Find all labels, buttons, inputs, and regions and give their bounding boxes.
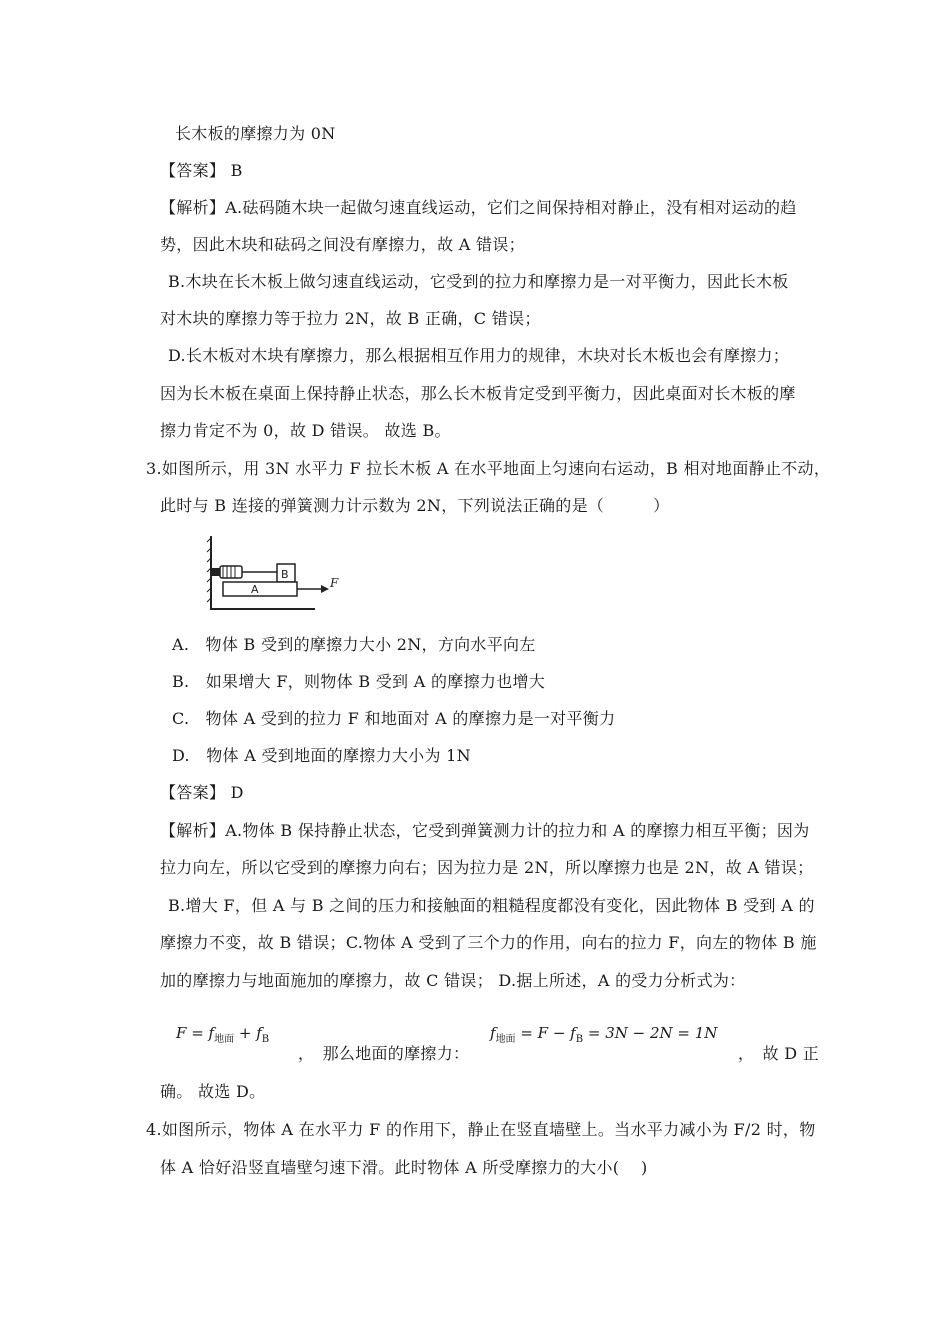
force-arrow-head bbox=[321, 585, 329, 593]
answer-line: 【答案】 D bbox=[160, 783, 244, 802]
analysis-line: 【解析】A.砝码随木块一起做匀速直线运动，它们之间保持相对静止，没有相对运动的趋 bbox=[160, 198, 797, 217]
equation-ground-friction: $f_{地面} = F - f_B = 3N - 2N = 1N$ bbox=[490, 1024, 718, 1045]
text-line: 拉力向左，所以它受到的摩擦力向右；因为拉力是 2N，所以摩擦力也是 2N，故 A 错误； bbox=[160, 858, 814, 877]
question-3-line: 此时与 B 连接的弹簧测力计示数为 2N，下列说法正确的是（ ） bbox=[160, 496, 670, 515]
option-b: B. 如果增大 F，则物体 B 受到 A 的摩擦力也增大 bbox=[172, 672, 546, 691]
text-line: 确。 故选 D。 bbox=[160, 1082, 266, 1101]
text-line: 摩擦力不变，故 B 错误；C.物体 A 受到了三个力的作用，向右的拉力 F，向左的物体 B 施 bbox=[160, 933, 817, 952]
board-a-label: A bbox=[251, 583, 259, 596]
equation-force-balance: $F = f_{地面} + f_B$ bbox=[176, 1024, 270, 1045]
text-line: 长木板的摩擦力为 0N bbox=[175, 124, 336, 143]
text-line: ， 故 D 正 bbox=[738, 1044, 820, 1063]
text-line: 加的摩擦力与地面施加的摩擦力，故 C 错误； D.据上所述，A 的受力分析式为： bbox=[160, 971, 746, 990]
question-3-line: 3.如图所示，用 3N 水平力 F 拉长木板 A 在水平地面上匀速向右运动，B 相对地面静止不动， bbox=[146, 459, 831, 478]
text-line: 因为长木板在桌面上保持静止状态，那么长木板肯定受到平衡力，因此桌面对长木板的摩 bbox=[160, 384, 796, 403]
option-c: C. 物体 A 受到的拉力 F 和地面对 A 的摩擦力是一对平衡力 bbox=[172, 709, 616, 728]
text-line: B.增大 F，但 A 与 B 之间的压力和接触面的粗糙程度都没有变化，因此物体 B 受到 A 的 bbox=[168, 896, 815, 915]
board-a bbox=[223, 582, 297, 596]
block-b-label: B bbox=[281, 568, 289, 581]
analysis-line: 【解析】A.物体 B 保持静止状态，它受到弹簧测力计的拉力和 A 的摩擦力相互平衡；因为 bbox=[160, 821, 810, 840]
option-d: D. 物体 A 受到地面的摩擦力大小为 1N bbox=[172, 746, 471, 765]
spring-scale bbox=[212, 566, 277, 578]
question-4-line: 4.如图所示，物体 A 在水平力 F 的作用下，静止在竖直墙壁上。当水平力减小为 F/2 时，物 bbox=[146, 1120, 816, 1139]
option-a: A. 物体 B 受到的摩擦力大小 2N，方向水平向左 bbox=[172, 635, 536, 654]
text-line: 擦力肯定不为 0，故 D 错误。 故选 B。 bbox=[160, 421, 451, 440]
answer-line: 【答案】 B bbox=[160, 161, 243, 180]
question-4-line: 体 A 恰好沿竖直墙壁匀速下滑。此时物体 A 所受摩擦力的大小( ) bbox=[160, 1158, 648, 1177]
text-line: D.长木板对木块有摩擦力，那么根据相互作用力的规律，木块对长木板也会有摩擦力； bbox=[168, 346, 790, 365]
text-line: B.木块在长木板上做匀速直线运动，它受到的拉力和摩擦力是一对平衡力，因此长木板 bbox=[168, 272, 789, 291]
spring-scale-figure bbox=[205, 532, 345, 612]
text-line: ， 那么地面的摩擦力： bbox=[298, 1044, 470, 1063]
force-label: F bbox=[330, 576, 339, 590]
text-line: 势，因此木块和砝码之间没有摩擦力，故 A 错误； bbox=[160, 235, 525, 254]
text-line: 对木块的摩擦力等于拉力 2N，故 B 正确，C 错误； bbox=[160, 309, 541, 328]
